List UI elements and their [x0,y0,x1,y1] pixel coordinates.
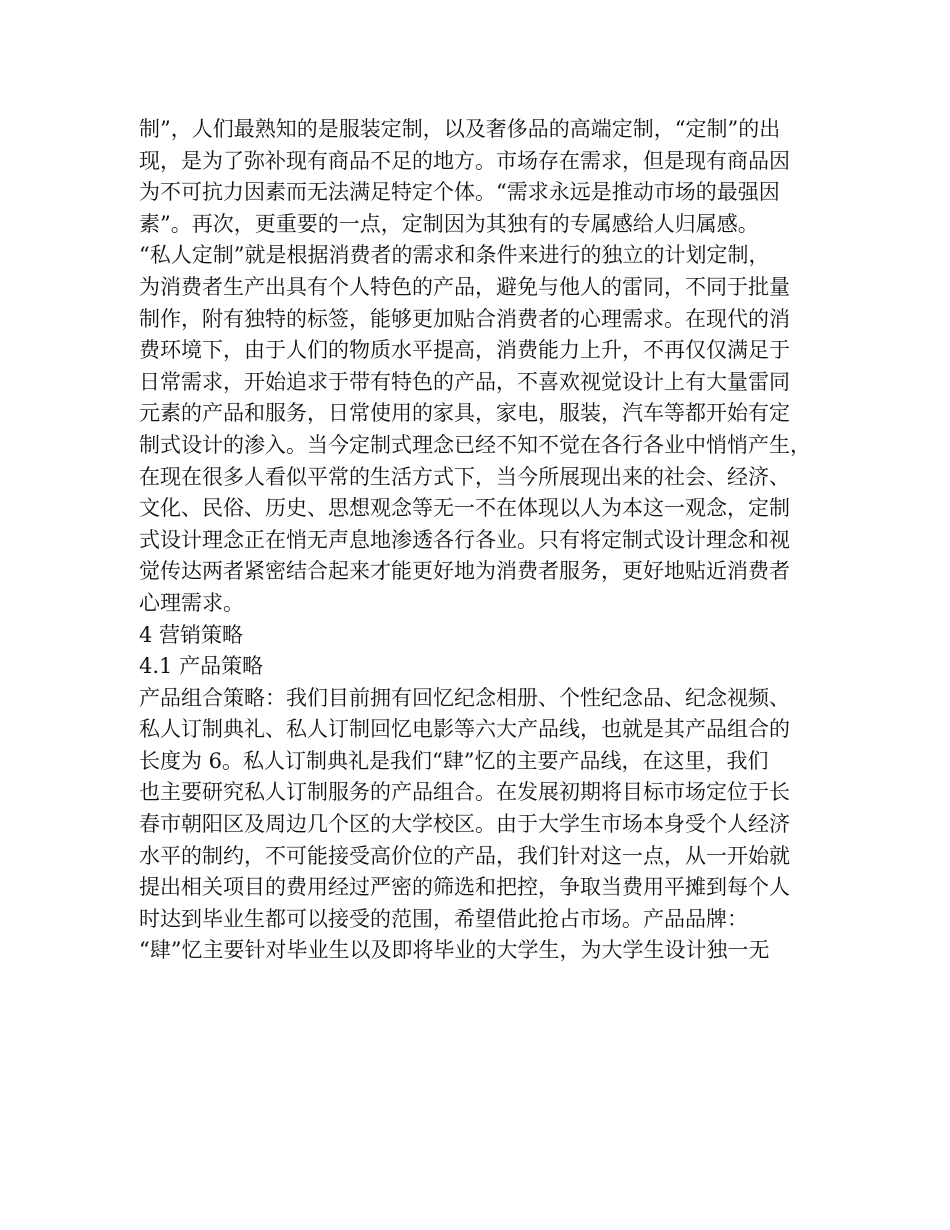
text-line: 制作，附有独特的标签，能够更加贴合消费者的心理需求。在现代的消 [139,306,790,331]
body-text [139,114,829,967]
text-line: 式设计理念正在悄无声息地渗透各行各业。只有将定制式设计理念和视 [139,527,790,552]
text-line: 费环境下，由于人们的物质水平提高，消费能力上升，不再仅仅满足于 [139,338,790,363]
text-line: 时达到毕业生都可以接受的范围，希望借此抢占市场。产品品牌： [139,906,748,931]
text-line: 提出相关项目的费用经过严密的筛选和把控，争取当费用平摊到每个人 [139,875,790,900]
text-line: 也主要研究私人订制服务的产品组合。在发展初期将目标市场定位于长 [139,780,790,805]
text-line: 长度为 6。私人订制典礼是我们“肆”忆的主要产品线，在这里，我们 [139,748,769,773]
section-heading: 4 营销策略 [139,622,244,647]
text-line: 私人订制典礼、私人订制回忆电影等六大产品线，也就是其产品组合的 [139,717,790,742]
text-line: 元素的产品和服务，日常使用的家具，家电，服装，汽车等都开始有定 [139,401,790,426]
subsection-heading: 4.1 产品策略 [139,654,264,679]
text-line: “私人定制”就是根据消费者的需求和条件来进行的独立的计划定制， [139,243,770,268]
text-line: 为消费者生产出具有个人特色的产品，避免与他人的雷同，不同于批量 [139,274,790,299]
text-line: 春市朝阳区及周边几个区的大学校区。由于大学生市场本身受个人经济 [139,812,790,837]
text-line: 现，是为了弥补现有商品不足的地方。市场存在需求，但是现有商品因 [139,148,790,173]
text-line: 觉传达两者紧密结合起来才能更好地为消费者服务，更好地贴近消费者 [139,559,790,584]
text-line: 素”。再次，更重要的一点，定制因为其独有的专属感给人归属感。 [139,211,759,236]
text-line: 日常需求，开始追求于带有特色的产品，不喜欢视觉设计上有大量雷同 [139,369,790,394]
text-line: 制式设计的渗入。当今定制式理念已经不知不觉在各行各业中悄悄产生， [139,432,811,457]
text-line: 在现在很多人看似平常的生活方式下，当今所展现出来的社会、经济、 [139,464,790,489]
text-line: 文化、民俗、历史、思想观念等无一不在体现以人为本这一观念，定制 [139,496,790,521]
text-line: 水平的制约，不可能接受高价位的产品，我们针对这一点，从一开始就 [139,843,790,868]
text-line: 制”，人们最熟知的是服装定制，以及奢侈品的高端定制，“定制”的出 [139,117,781,141]
text-line: 为不可抗力因素而无法满足特定个体。“需求永远是推动市场的最强因 [139,180,780,205]
text-line: 心理需求。 [139,590,244,615]
text-line: 产品组合策略：我们目前拥有回忆纪念相册、个性纪念品、纪念视频、 [139,685,790,710]
text-line: “肆”忆主要针对毕业生以及即将毕业的大学生，为大学生设计独一无 [139,938,770,963]
